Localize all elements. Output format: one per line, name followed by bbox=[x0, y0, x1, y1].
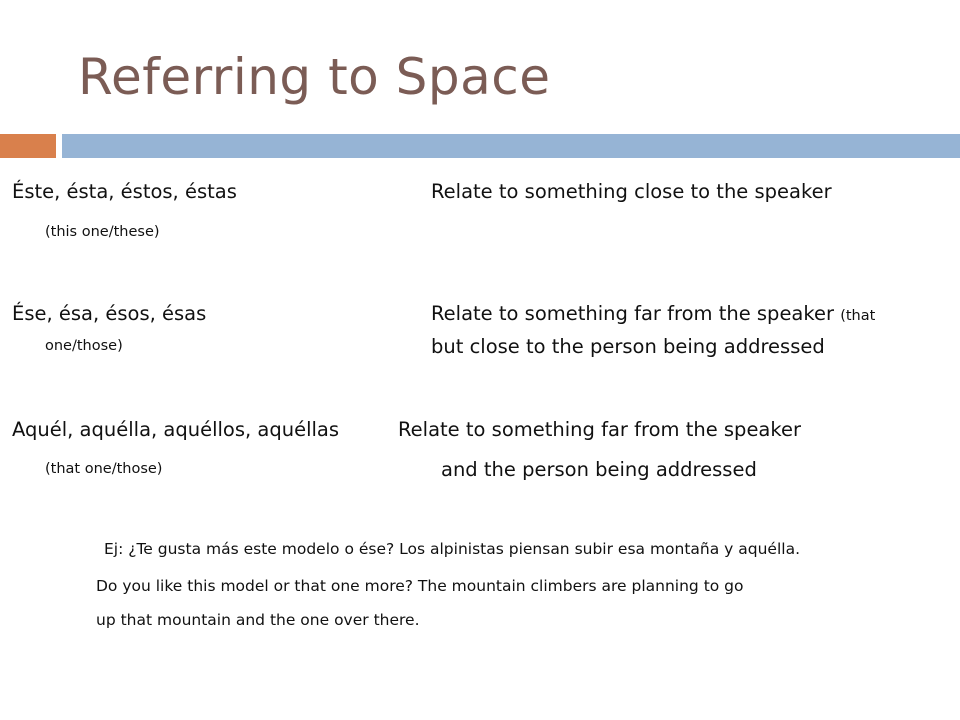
example-english-line1: Do you like this model or that one more? The mountain climbers are planning to go bbox=[96, 577, 744, 595]
description-aquel-line2: and the person being addressed bbox=[441, 458, 757, 481]
example-spanish: Ej: ¿Te gusta más este modelo o ése? Los alpinistas piensan subir esa montaña y aquélla. bbox=[104, 540, 801, 558]
gloss-ese-start: (that bbox=[840, 308, 876, 324]
description-ese-line1-text: Relate to something far from the speaker bbox=[431, 302, 834, 325]
description-este: Relate to something close to the speaker bbox=[431, 180, 832, 203]
title-accent-bar-orange bbox=[0, 134, 56, 158]
title-accent-bar-blue bbox=[62, 134, 960, 158]
example-english-line2: up that mountain and the one over there. bbox=[96, 611, 420, 629]
gloss-este: (this one/these) bbox=[45, 224, 160, 240]
description-ese-line1 bbox=[431, 302, 875, 325]
term-aquel: Aquél, aquélla, aquéllos, aquéllas bbox=[12, 418, 340, 441]
term-este: Éste, ésta, éstos, éstas bbox=[12, 180, 237, 203]
gloss-aquel: (that one/those) bbox=[45, 461, 163, 477]
gloss-ese-end: one/those) bbox=[45, 338, 123, 354]
slide-title: Referring to Space bbox=[78, 48, 551, 106]
description-ese-line2: but close to the person being addressed bbox=[431, 335, 825, 358]
term-ese: Ése, ésa, ésos, ésas bbox=[12, 302, 207, 325]
description-aquel-line1: Relate to something far from the speaker bbox=[398, 418, 801, 441]
